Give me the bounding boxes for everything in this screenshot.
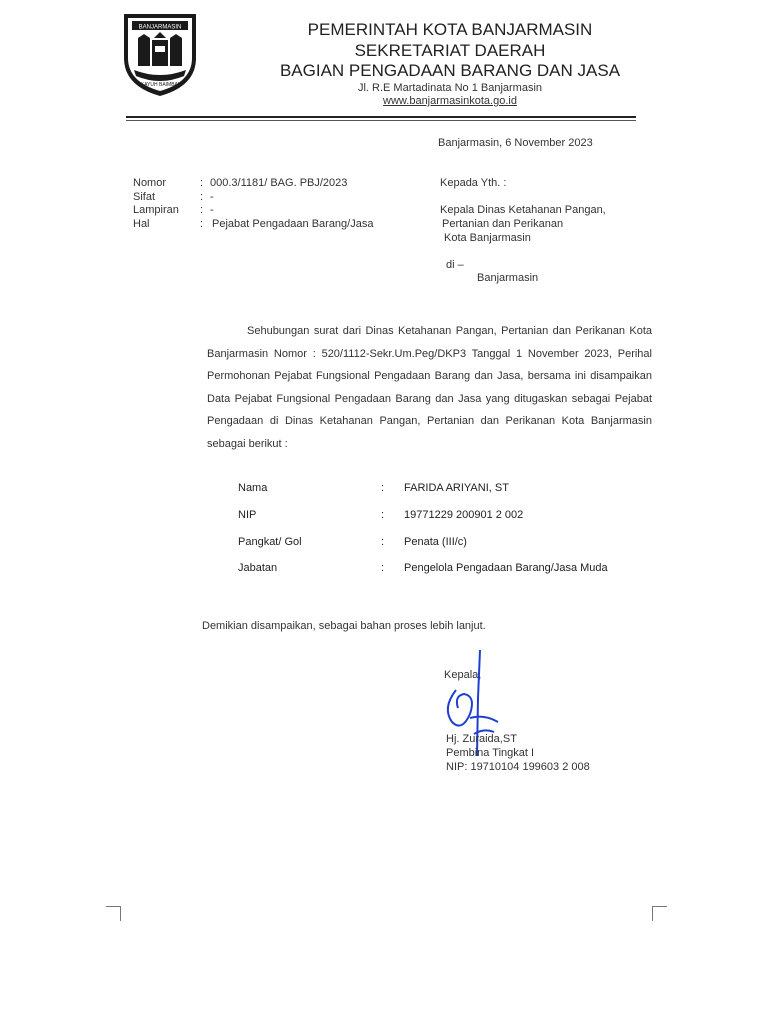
letterhead-address: Jl. R.E Martadinata No 1 Banjarmasin (357, 82, 543, 94)
recipient-line-1: Kepala Dinas Ketahanan Pangan, (440, 204, 606, 216)
detail-colon: : (381, 509, 385, 521)
crop-mark-left (106, 906, 121, 921)
ref-value-lampiran: - (210, 204, 214, 216)
ref-label-nomor: Nomor (133, 177, 167, 189)
detail-colon: : (381, 482, 385, 494)
letterhead-line-3: BAGIAN PENGADAAN BARANG DAN JASA (279, 61, 621, 80)
recipient-line-3: Kota Banjarmasin (444, 232, 531, 244)
detail-value-nama: FARIDA ARIYANI, ST (404, 482, 509, 494)
city-emblem-logo (118, 8, 202, 98)
ref-label-lampiran: Lampiran (133, 204, 179, 216)
crop-mark-right (652, 906, 667, 921)
detail-value-pangkat: Penata (III/c) (404, 536, 467, 548)
letter-date: Banjarmasin, 6 November 2023 (438, 137, 593, 149)
detail-value-nip: 19771229 200901 2 002 (404, 509, 524, 521)
detail-label-jabatan: Jabatan (238, 562, 278, 574)
ref-colon: : (200, 218, 204, 230)
detail-colon: : (381, 536, 385, 548)
recipient-city: Banjarmasin (477, 272, 539, 284)
closing-sentence: Demikian disampaikan, sebagai bahan proses lebih lanjut. (202, 620, 486, 632)
logo-text-top: BANJARMASIN (138, 24, 182, 31)
body-paragraph: Sehubungan surat dari Dinas Ketahanan Pangan, Pertanian dan Perikanan Kota Banjarmasin Nomor : 520/1112-Sekr.Um.Peg/DKP3 Tanggal 1 November 2023, Perihal Permohonan Pejabat Fungsional Pengadaan Barang dan Jasa, bersama ini disampaikan Data Pejabat Fungsional Pengadaan Barang dan Jasa yang ditugaskan sebagai Pejabat Pengadaan di Dinas Ketahanan Pangan, Pertanian dan Perikanan Kota Banjarmasin sebagai berikut : (207, 325, 652, 450)
signatory-nip: NIP: 19710104 199603 2 008 (446, 761, 590, 773)
ref-colon: : (200, 177, 204, 189)
ref-label-hal: Hal (133, 218, 150, 230)
recipient-salutation: Kepada Yth. : (440, 177, 507, 189)
ref-label-sifat: Sifat (133, 191, 156, 203)
detail-value-jabatan: Pengelola Pengadaan Barang/Jasa Muda (404, 562, 608, 574)
signatory-rank: Pembina Tingkat I (446, 747, 535, 759)
signatory-name: Hj. Zuraida,ST (446, 733, 517, 745)
detail-label-nip: NIP (238, 509, 257, 521)
letterhead-line-2: SEKRETARIAT DAERAH (354, 41, 546, 60)
ref-value-hal: Pejabat Pengadaan Barang/Jasa (212, 218, 374, 230)
detail-label-nama: Nama (238, 482, 268, 494)
logo-text-bottom: KAYUH BAIMBAI (140, 82, 180, 88)
ref-value-nomor: 000.3/1181/ BAG. PBJ/2023 (210, 177, 348, 189)
letterhead-line-1: PEMERINTAH KOTA BANJARMASIN (307, 20, 593, 39)
signature-title: Kepala, (444, 669, 482, 681)
ref-colon: : (200, 191, 204, 203)
recipient-di: di – (446, 259, 464, 271)
recipient-line-2: Pertanian dan Perikanan (442, 218, 564, 230)
detail-colon: : (381, 562, 385, 574)
letterhead-divider-thin (126, 120, 636, 121)
ref-value-sifat: - (210, 191, 214, 203)
detail-label-pangkat: Pangkat/ Gol (238, 536, 302, 548)
letterhead-website-link[interactable]: www.banjarmasinkota.go.id (383, 95, 517, 107)
letterhead-divider (126, 116, 636, 118)
ref-colon: : (200, 204, 204, 216)
